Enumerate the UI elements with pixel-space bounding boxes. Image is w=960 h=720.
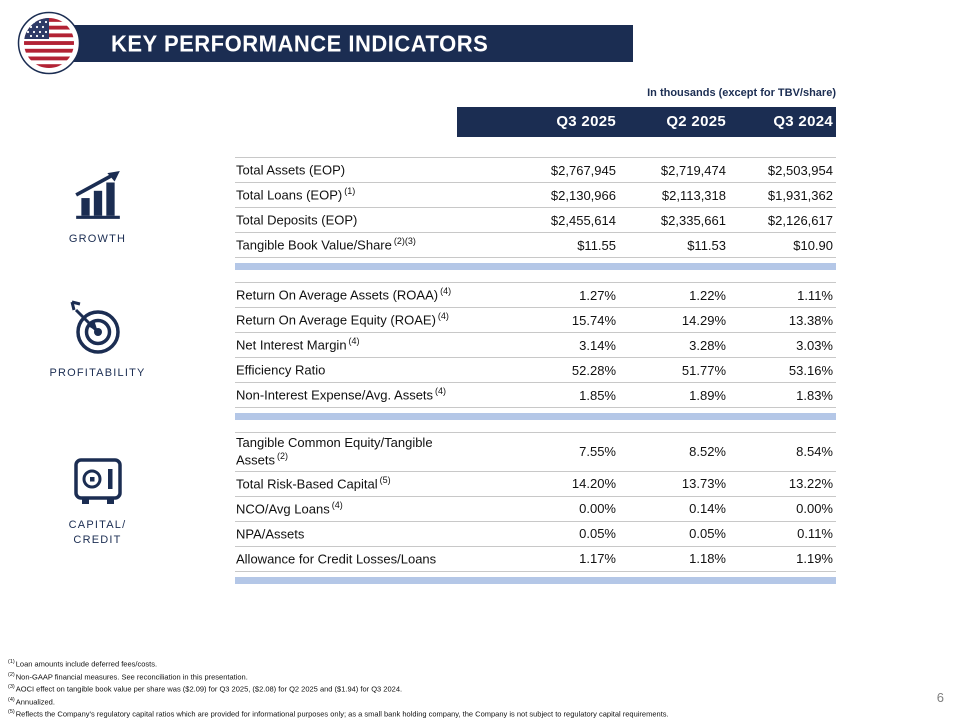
row-value: 1.27% [579, 287, 616, 303]
table-row [235, 333, 836, 358]
table-row [235, 497, 836, 522]
row-value: 0.05% [689, 526, 726, 542]
units-note: In thousands (except for TBV/share) [647, 87, 836, 99]
row-value: 1.19% [796, 551, 833, 567]
row-value: 0.14% [689, 501, 726, 517]
row-value: 13.22% [788, 476, 833, 492]
row-label: Non-Interest Expense/Avg. Assets $^{(4)}$ [236, 386, 447, 403]
row-value: $2,719,474 [660, 162, 726, 178]
column-header-q3-2024: Q3 2024 [773, 113, 833, 130]
profitability-label: PROFITABILITY [49, 367, 146, 379]
row-value: 8.52% [689, 444, 726, 460]
row-value: 3.28% [689, 337, 726, 353]
row-value: 15.74% [571, 312, 616, 328]
title-banner [37, 25, 633, 62]
row-label: Return On Average Equity (ROAE) $^{(4)}$ [236, 311, 449, 328]
row-value: 7.55% [579, 444, 616, 460]
table-row [235, 472, 836, 497]
row-value: $2,503,954 [767, 162, 833, 178]
flag-logo-icon [17, 11, 81, 75]
row-label: Total Loans (EOP) $^{(1)}$ [236, 186, 356, 203]
row-label: Tangible Common Equity/Tangible Assets $^{(2)}$ [236, 435, 433, 468]
table-row [235, 283, 836, 308]
row-label: Total Assets (EOP) [236, 162, 346, 178]
section-divider [235, 413, 836, 420]
column-header-q2-2025: Q2 2025 [666, 113, 726, 130]
footnote-2: $^{(2)}$Non-GAAP financial measures. See reconciliation in this presentation. [8, 671, 248, 681]
row-value: $2,335,661 [660, 212, 726, 228]
safe-vault-icon [72, 456, 124, 508]
row-value: $2,113,318 [661, 187, 726, 203]
row-value: $2,130,966 [550, 187, 616, 203]
row-value: 8.54% [796, 444, 833, 460]
row-value: 3.14% [579, 337, 616, 353]
row-label: Net Interest Margin $^{(4)}$ [236, 336, 360, 353]
row-value: 52.28% [571, 362, 616, 378]
footnote-4: $^{(4)}$Annualized. [8, 696, 55, 706]
row-label: Return On Average Assets (ROAA) $^{(4)}$ [236, 286, 452, 303]
row-value: $2,455,614 [550, 212, 616, 228]
table-row [235, 547, 836, 572]
page-title: KEY PERFORMANCE INDICATORS [111, 30, 489, 57]
row-value: 13.73% [681, 476, 726, 492]
row-value: 14.20% [571, 476, 616, 492]
row-value: 1.83% [796, 387, 833, 403]
section-divider [235, 577, 836, 584]
capital-label-line1: CAPITAL/ [68, 519, 127, 531]
row-value: 0.05% [579, 526, 616, 542]
section-divider [235, 263, 836, 270]
row-value: 14.29% [681, 312, 726, 328]
table-row [235, 233, 836, 258]
growth-label: GROWTH [68, 233, 127, 245]
page-number: 6 [936, 690, 944, 705]
row-value: 51.77% [681, 362, 726, 378]
footnote-3: $^{(3)}$AOCI effect on tangible book value per share was ($2.09) for Q3 2025, ($2.08) for Q2 2025 and ($1.94) for Q3 2024. [8, 684, 403, 694]
table-row [235, 358, 836, 383]
sidebar-capital-credit [40, 456, 155, 548]
sidebar-profitability [40, 300, 155, 381]
footnotes [8, 657, 808, 720]
row-value: 1.18% [689, 551, 726, 567]
target-bullseye-icon [70, 300, 126, 356]
table-row [235, 208, 836, 233]
row-label: NCO/Avg Loans $^{(4)}$ [236, 500, 343, 517]
row-value: 0.00% [579, 501, 616, 517]
footnote-1: $^{(1)}$Loan amounts include deferred fees/costs. [8, 659, 158, 669]
row-value: 1.85% [579, 387, 616, 403]
row-value: 1.11% [797, 287, 833, 303]
row-value: 0.00% [796, 501, 833, 517]
row-label: Efficiency Ratio [236, 362, 326, 378]
row-label: Tangible Book Value/Share $^{(2)(3)}$ [236, 236, 416, 253]
sidebar-growth [40, 170, 155, 247]
row-value: 13.38% [788, 312, 833, 328]
row-value: $2,767,945 [550, 162, 616, 178]
table-row [235, 433, 836, 472]
row-value: 1.22% [689, 287, 726, 303]
row-value: $1,931,362 [767, 187, 833, 203]
table-row [235, 158, 836, 183]
kpi-table [235, 157, 836, 596]
row-label: Allowance for Credit Losses/Loans [236, 551, 437, 567]
row-value: 3.03% [796, 337, 833, 353]
row-value: 53.16% [788, 362, 833, 378]
capital-credit-label [69, 518, 127, 548]
row-value: 1.89% [689, 387, 726, 403]
row-label: Total Risk-Based Capital $^{(5)}$ [236, 475, 391, 492]
section-capital-credit [235, 432, 836, 572]
footnote-5: $^{(5)}$Reflects the Company's regulatory capital ratios which are provided for informational purposes only; as a small bank holding company, the Company is not subject to regulatory capital requirements. [8, 709, 669, 719]
row-value: 0.11% [797, 526, 833, 542]
row-value: 1.17% [579, 551, 616, 567]
capital-label-line2: CREDIT [73, 534, 122, 546]
row-value: $11.55 [577, 237, 616, 253]
row-value: $11.53 [687, 237, 726, 253]
row-label: NPA/Assets [236, 526, 305, 542]
table-column-headers [457, 107, 836, 137]
bar-chart-growth-icon [72, 170, 124, 222]
table-row [235, 522, 836, 547]
table-row [235, 183, 836, 208]
row-value: $2,126,617 [767, 212, 833, 228]
table-row [235, 383, 836, 408]
section-profitability [235, 282, 836, 408]
row-value: $10.90 [793, 237, 833, 253]
column-header-q3-2025: Q3 2025 [556, 113, 616, 130]
table-row [235, 308, 836, 333]
row-label: Total Deposits (EOP) [236, 212, 358, 228]
section-growth [235, 157, 836, 258]
